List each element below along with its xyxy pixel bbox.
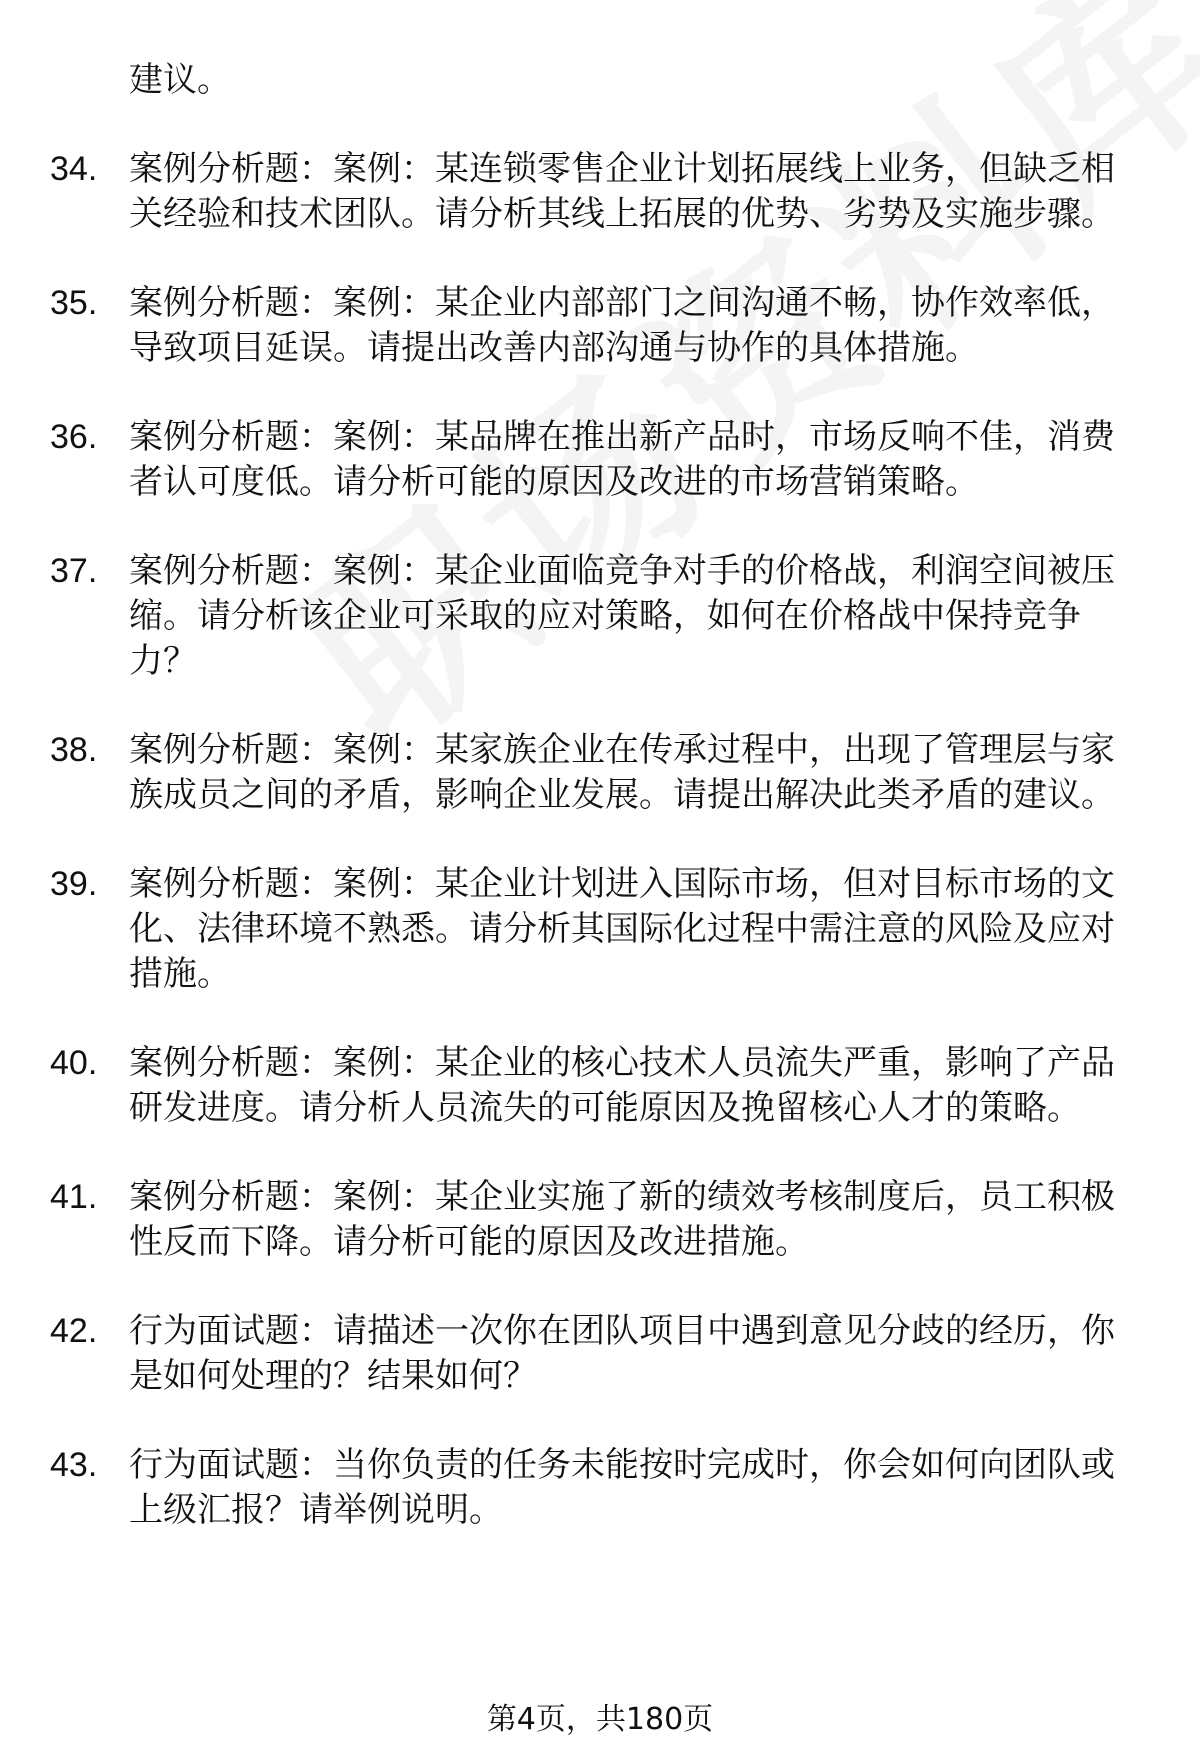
question-text: 案例分析题：案例：某企业面临竞争对手的价格战，利润空间被压缩。请分析该企业可采取的应对策略，如何在价格战中保持竞争力？ [129,551,1115,681]
question-list [0,58,1200,1533]
question-text: 案例分析题：案例：某企业计划进入国际市场，但对目标市场的文化、法律环境不熟悉。请分析其国际化过程中需注意的风险及应对措施。 [129,864,1115,994]
question-text: 行为面试题：请描述一次你在团队项目中遇到意见分歧的经历，你是如何处理的？结果如何？ [129,1311,1115,1396]
question-number: 40. [50,1044,98,1082]
list-item [0,1443,1200,1533]
question-text: 案例分析题：案例：某企业实施了新的绩效考核制度后，员工积极性反而下降。请分析可能的原因及改进措施。 [129,1177,1115,1262]
question-number: 38. [50,731,98,769]
list-item [0,549,1200,684]
question-number: 39. [50,865,98,903]
question-number: 35. [50,284,98,322]
list-item [0,728,1200,818]
list-item [0,415,1200,505]
question-number: 34. [50,150,98,188]
question-text: 案例分析题：案例：某企业的核心技术人员流失严重，影响了产品研发进度。请分析人员流失的可能原因及挽留核心人才的策略。 [129,1043,1115,1128]
list-item [0,1309,1200,1399]
question-number: 37. [50,552,98,590]
page-number: 第4页，共180页 [486,1702,714,1737]
question-text: 案例分析题：案例：某品牌在推出新产品时，市场反响不佳，消费者认可度低。请分析可能的原因及改进的市场营销策略。 [129,417,1115,502]
question-text: 案例分析题：案例：某家族企业在传承过程中，出现了管理层与家族成员之间的矛盾，影响企业发展。请提出解决此类矛盾的建议。 [129,730,1115,815]
question-number: 36. [50,418,98,456]
list-item [0,147,1200,237]
list-item [0,281,1200,371]
question-number: 42. [50,1312,98,1350]
list-item [0,1041,1200,1131]
list-item [0,1175,1200,1265]
question-text: 行为面试题：当你负责的任务未能按时完成时，你会如何向团队或上级汇报？请举例说明。 [129,1445,1115,1530]
question-number: 41. [50,1178,98,1216]
question-text: 案例分析题：案例：某连锁零售企业计划拓展线上业务，但缺乏相关经验和技术团队。请分析其线上拓展的优势、劣势及实施步骤。 [129,149,1115,234]
question-text: 案例分析题：案例：某企业内部部门之间沟通不畅，协作效率低，导致项目延误。请提出改善内部沟通与协作的具体措施。 [129,283,1115,368]
list-item [0,862,1200,997]
continued-text: 建议。 [129,60,231,100]
question-number: 43. [50,1446,98,1484]
